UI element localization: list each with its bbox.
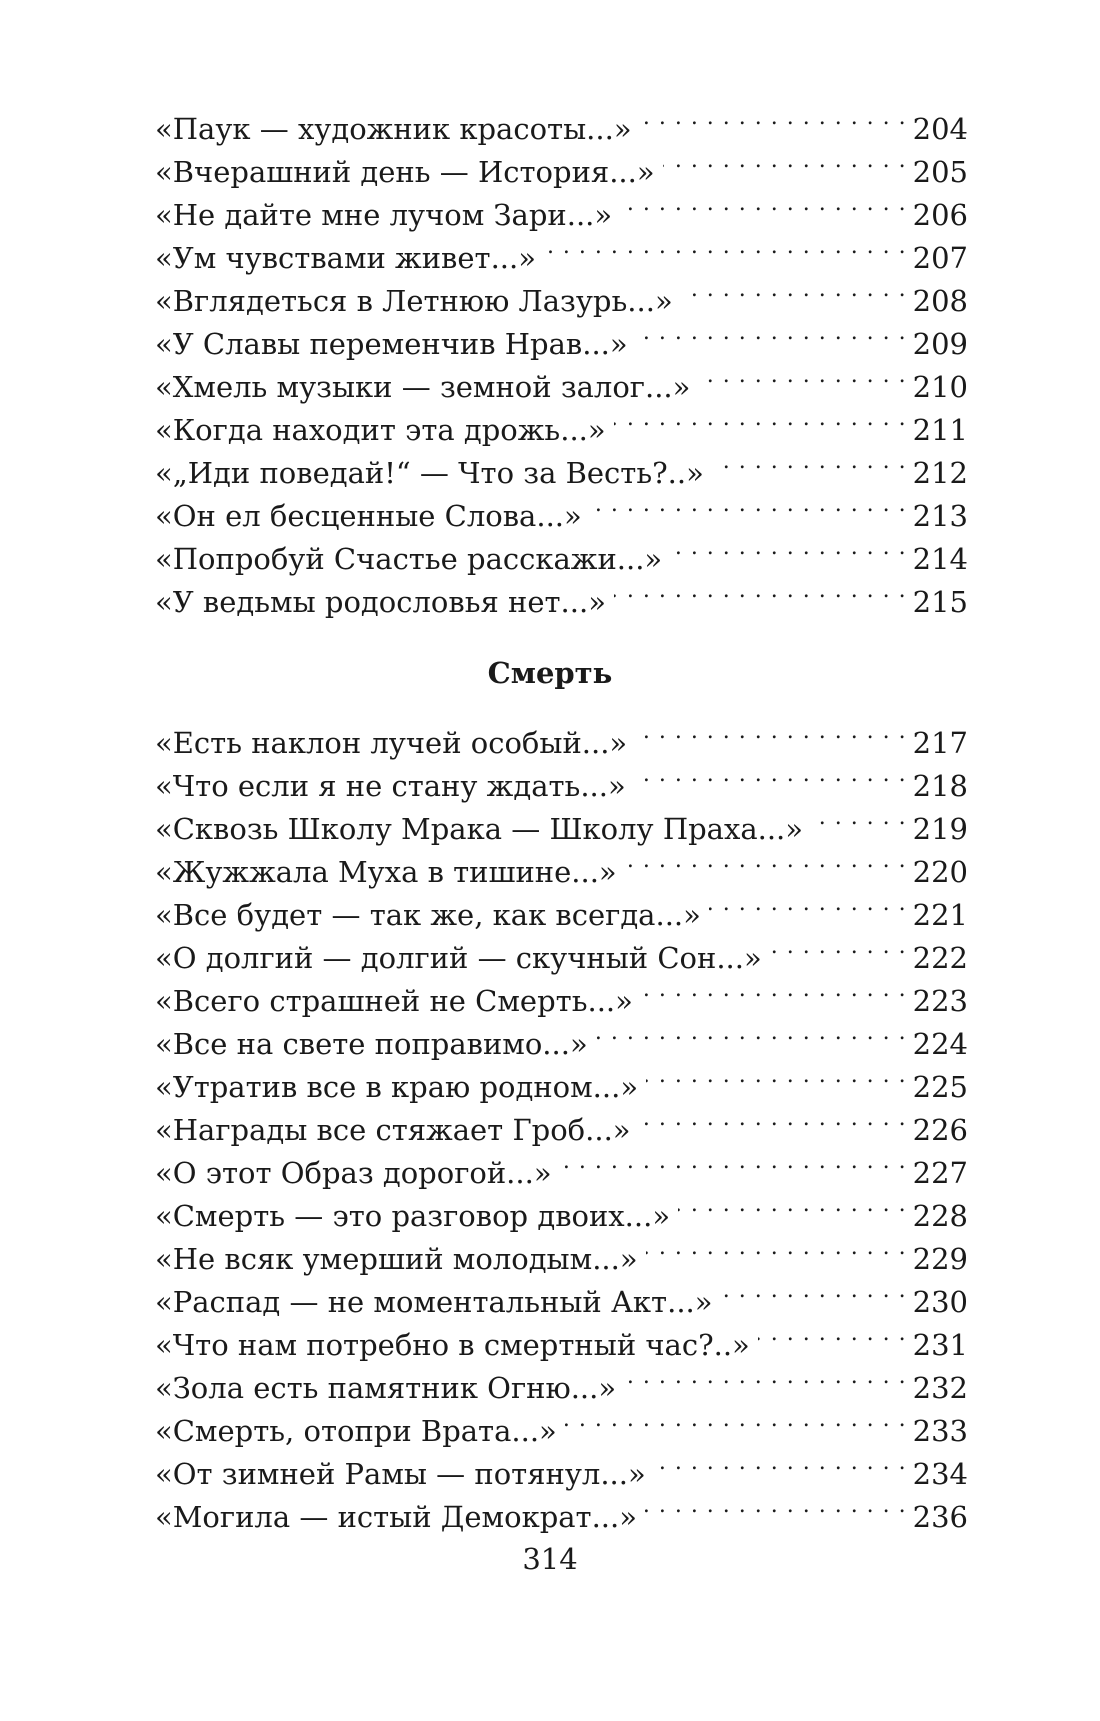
dot-leader <box>678 1183 907 1226</box>
toc-entry-page: 231 <box>912 1328 968 1362</box>
toc-entry-page: 212 <box>912 456 968 490</box>
toc-entry-page: 230 <box>912 1285 968 1319</box>
toc-entry-page: 217 <box>912 726 968 760</box>
toc-entry-page: 219 <box>912 812 968 846</box>
dot-leader <box>596 1011 907 1054</box>
dot-leader <box>758 1312 907 1355</box>
section-heading: Смерть <box>487 656 613 690</box>
dot-leader <box>635 710 906 753</box>
dot-leader <box>624 1355 907 1398</box>
dot-leader <box>811 796 907 839</box>
dot-leader <box>698 354 906 397</box>
dot-leader <box>670 526 906 569</box>
toc-entry-title: «О долгий — долгий — скучный Сон...» <box>155 941 762 975</box>
dot-leader <box>544 225 907 268</box>
dot-leader <box>641 968 907 1011</box>
toc-entry-page: 225 <box>912 1070 968 1104</box>
toc-entry-page: 215 <box>912 585 968 619</box>
toc-entry-title: «Он ел бесценные Слова...» <box>155 499 582 533</box>
dot-leader <box>712 440 907 483</box>
toc-entry-page: 208 <box>912 284 968 318</box>
dot-leader <box>654 1441 907 1484</box>
toc-entry-page: 234 <box>912 1457 968 1491</box>
toc-entry-title: «У Славы переменчив Нрав...» <box>155 327 628 361</box>
dot-leader <box>636 311 907 354</box>
dot-leader <box>620 182 907 225</box>
toc-entry-page: 221 <box>912 898 968 932</box>
dot-leader <box>721 1269 907 1312</box>
dot-leader <box>681 268 907 311</box>
toc-entry-page: 224 <box>912 1027 968 1061</box>
dot-leader <box>614 397 907 440</box>
toc-entry-page: 220 <box>912 855 968 889</box>
toc-entry-page: 204 <box>912 112 968 146</box>
toc-list-smert <box>155 710 968 1534</box>
dot-leader <box>560 1140 907 1183</box>
toc-entry-page: 207 <box>912 241 968 275</box>
toc-entry-title: «Смерть — это разговор двоих...» <box>155 1199 671 1233</box>
toc-entry-title: «„Иди поведай!“ — Что за Весть?..» <box>155 456 704 490</box>
dot-leader <box>640 96 907 139</box>
dot-leader <box>646 1054 907 1097</box>
toc-entry-title: «Вглядеться в Летнюю Лазурь...» <box>155 284 673 318</box>
toc-entry-title: «Когда находит эта дрожь...» <box>155 413 606 447</box>
toc-entry-title: «Паук — художник красоты...» <box>155 112 632 146</box>
toc-entry-title: «Не всяк умерший молодым...» <box>155 1242 638 1276</box>
toc-entry-page: 226 <box>912 1113 968 1147</box>
toc-entry-page: 233 <box>912 1414 968 1448</box>
dot-leader <box>634 753 907 796</box>
toc-entry-title: «Жужжала Муха в тишине...» <box>155 855 617 889</box>
toc-entry-title: «Все будет — так же, как всегда...» <box>155 898 701 932</box>
toc-entry-page: 218 <box>912 769 968 803</box>
toc-entry-title: «Ум чувствами живет...» <box>155 241 536 275</box>
dot-leader <box>614 569 907 612</box>
toc-entry-title: «Награды все стяжает Гроб...» <box>155 1113 631 1147</box>
toc-entry-title: «Не дайте мне лучом Зари...» <box>155 198 613 232</box>
toc-entry-page: 211 <box>912 413 968 447</box>
toc-entry-title: «Могила — истый Демократ...» <box>155 1500 637 1534</box>
toc-entry-title: «Смерть, отопри Врата...» <box>155 1414 557 1448</box>
toc-list-continued <box>155 96 968 619</box>
toc-entry-title: «От зимней Рамы — потянул...» <box>155 1457 646 1491</box>
toc-entry-title: «Всего страшней не Смерть...» <box>155 984 633 1018</box>
toc-entry-page: 228 <box>912 1199 968 1233</box>
dot-leader <box>709 882 907 925</box>
dot-leader <box>565 1398 907 1441</box>
toc-entry-title: «Что если я не стану ждать...» <box>155 769 626 803</box>
toc-entry-title: «У ведьмы родословья нет...» <box>155 585 606 619</box>
dot-leader <box>645 1484 907 1527</box>
toc-entry-title: «Утратив все в краю родном...» <box>155 1070 639 1104</box>
dot-leader <box>639 1097 907 1140</box>
toc-entry-page: 223 <box>912 984 968 1018</box>
dot-leader <box>590 483 907 526</box>
toc-entry-page: 214 <box>912 542 968 576</box>
toc-entry-page: 210 <box>912 370 968 404</box>
toc-entry[interactable] <box>155 710 968 760</box>
toc-entry-title: «Вчерашний день — История...» <box>155 155 655 189</box>
toc-entry-title: «Хмель музыки — земной залог...» <box>155 370 691 404</box>
toc-entry-title: «Есть наклон лучей особый...» <box>155 726 628 760</box>
toc-entry-title: «Все на свете поправимо...» <box>155 1027 588 1061</box>
toc-entry-title: «Зола есть памятник Огню...» <box>155 1371 617 1405</box>
toc-entry-title: «Распад — не моментальный Акт...» <box>155 1285 713 1319</box>
toc-entry-page: 236 <box>912 1500 968 1534</box>
toc-entry-page: 213 <box>912 499 968 533</box>
toc-entry-page: 222 <box>912 941 968 975</box>
toc-entry-title: «Сквозь Школу Мрака — Школу Праха...» <box>155 812 804 846</box>
toc-entry-page: 227 <box>912 1156 968 1190</box>
toc-entry-page: 209 <box>912 327 968 361</box>
page-number: 314 <box>522 1542 578 1576</box>
toc-entry-page: 205 <box>912 155 968 189</box>
toc-entry-page: 229 <box>912 1242 968 1276</box>
dot-leader <box>663 139 907 182</box>
toc-entry-page: 206 <box>912 198 968 232</box>
toc-entry-title: «Попробуй Счастье расскажи...» <box>155 542 663 576</box>
dot-leader <box>770 925 907 968</box>
toc-entry-page: 232 <box>912 1371 968 1405</box>
toc-entry-title: «Что нам потребно в смертный час?..» <box>155 1328 750 1362</box>
toc-entry-title: «О этот Образ дорогой...» <box>155 1156 552 1190</box>
dot-leader <box>646 1226 907 1269</box>
toc-entry[interactable] <box>155 96 968 146</box>
dot-leader <box>625 839 907 882</box>
